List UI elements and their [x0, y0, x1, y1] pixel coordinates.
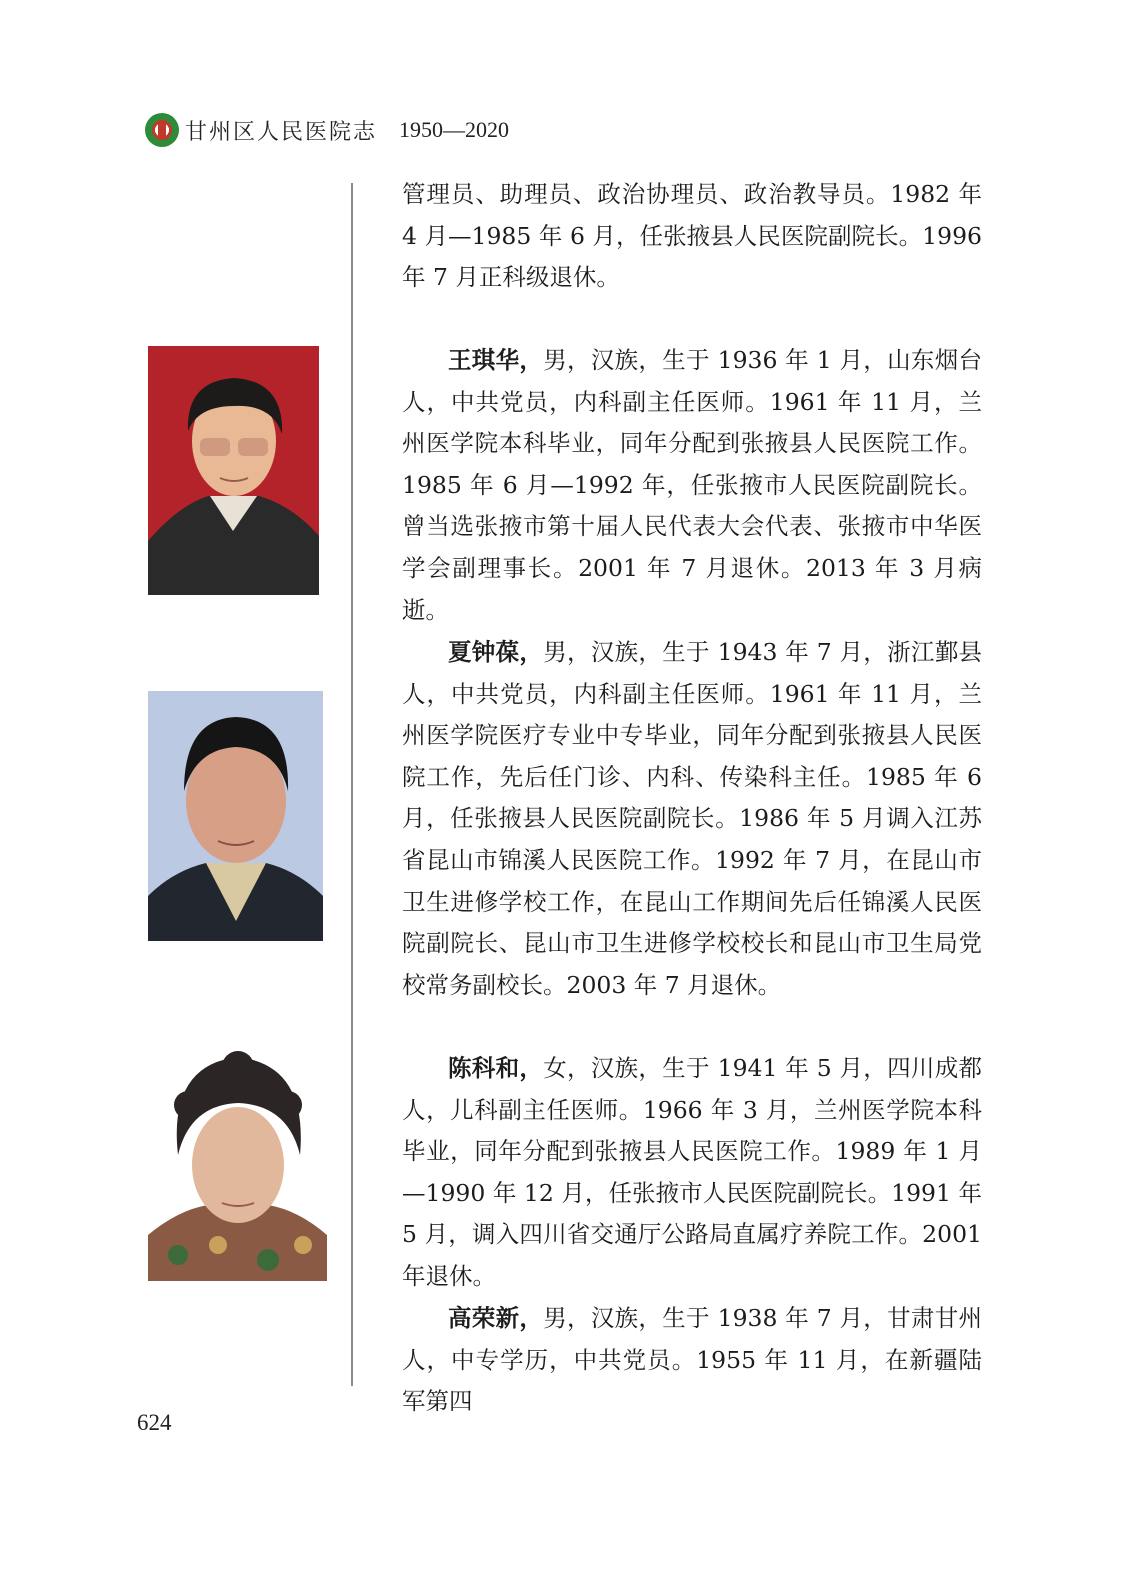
entry-wang-qihua: [402, 340, 982, 631]
entry-name: 王琪华，: [448, 346, 544, 374]
entry-name: 高荣新，: [448, 1304, 544, 1332]
column-divider: [351, 183, 353, 1386]
entry-text: 男，汉族，生于 1943 年 7 月，浙江鄞县人，中共党员，内科副主任医师。1961 年 11 月，兰州医学院医疗专业中专毕业，同年分配到张掖县人民医院工作，先后任门诊、内科、传染科主任。1985 年 6 月，任张掖县人民医院副院长。1986 年 5 月调入江苏省昆山市锦溪人民医院工作。1992 年 7 月，在昆山市卫生进修学校工作，在昆山工作期间先后任锦溪人民医院副院长、昆山市卫生进修学校校长和昆山市卫生局党校常务副校长。2003 年 7 月退休。: [402, 638, 983, 999]
portrait-chen-kehe: [148, 1045, 327, 1281]
portrait-xia-zhongbao: [148, 691, 323, 941]
book-years: 1950—2020: [399, 117, 510, 142]
entry-continuation: [402, 174, 982, 299]
running-header: [145, 110, 509, 150]
entry-name: 夏钟葆，: [448, 638, 544, 666]
hospital-logo-icon: [145, 113, 179, 147]
entry-xia-zhongbao: [402, 632, 982, 1006]
portrait-wang-qihua: [148, 346, 319, 595]
entry-chen-kehe: [402, 1048, 982, 1298]
entry-text: 男，汉族，生于 1936 年 1 月，山东烟台人，中共党员，内科副主任医师。1961 年 11 月，兰州医学院本科毕业，同年分配到张掖县人民医院工作。1985 年 6 月—1992 年，任张掖市人民医院副院长。曾当选张掖市第十届人民代表大会代表、张掖市中华医学会副理事长。2001 年 7 月退休。2013 年 3 月病逝。: [402, 346, 983, 624]
page-number: 624: [137, 1410, 172, 1435]
entry-name: 陈科和，: [448, 1054, 544, 1082]
entry-gao-rongxin: [402, 1298, 982, 1423]
portrait-xia-zhongbao-image: [148, 691, 323, 941]
entry-continuation-text: 管理员、助理员、政治协理员、政治教导员。1982 年 4 月—1985 年 6 月，任张掖县人民医院副院长。1996 年 7 月正科级退休。: [402, 180, 982, 292]
portrait-chen-kehe-image: [148, 1045, 327, 1281]
portrait-wang-qihua-image: [148, 346, 319, 595]
entry-text: 女，汉族，生于 1941 年 5 月，四川成都人，儿科副主任医师。1966 年 3 月，兰州医学院本科毕业，同年分配到张掖县人民医院工作。1989 年 1 月—1990 年 12 月，任张掖市人民医院副院长。1991 年 5 月，调入四川省交通厅公路局直属疗养院工作。2001 年退休。: [402, 1054, 983, 1290]
entry-text: 男，汉族，生于 1938 年 7 月，甘肃甘州人，中专学历，中共党员。1955 年 11 月，在新疆陆军第四: [402, 1304, 983, 1416]
book-title: 甘州区人民医院志: [185, 119, 378, 145]
